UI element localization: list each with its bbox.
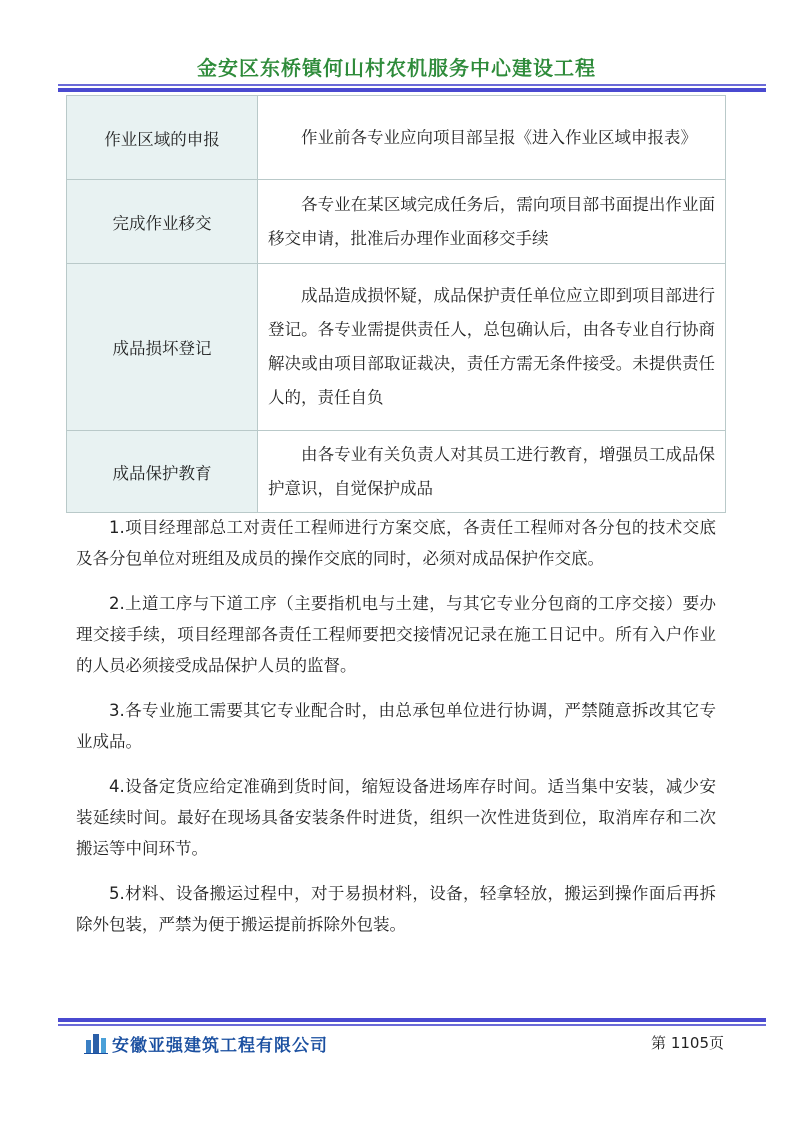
building-logo-icon: [84, 1032, 108, 1054]
table-row-label: 完成作业移交: [67, 180, 258, 264]
paragraph: 3.各专业施工需要其它专业配合时，由总承包单位进行协调，严禁随意拆改其它专业成品。: [76, 701, 716, 751]
page-header-title: 金安区东桥镇何山村农机服务中心建设工程: [197, 56, 596, 80]
paragraph: 5.材料、设备搬运过程中，对于易损材料，设备，轻拿轻放，搬运到操作面后再拆除外包装，严禁为便于搬运提前拆除外包装。: [76, 884, 716, 934]
paragraph: 1.项目经理部总工对责任工程师进行方案交底，各责任工程师对各分包的技术交底及各分包单位对班组及成员的操作交底的同时，必须对成品保护作交底。: [76, 518, 716, 568]
body-paragraphs: [76, 512, 716, 954]
table-row-content: 由各专业有关负责人对其员工进行教育，增强员工成品保护意识，自觉保护成品: [268, 444, 715, 498]
paragraph: 4.设备定货应给定准确到货时间，缩短设备进场库存时间。适当集中安装，减少安装延续时间。最好在现场具备安装条件时进货，组织一次性进货到位，取消库存和二次搬运等中间环节。: [76, 777, 716, 858]
header-divider: [58, 84, 766, 92]
page-footer: [84, 1030, 724, 1058]
table-row-content: 成品造成损怀疑，成品保护责任单位应立即到项目部进行登记。各专业需提供责任人，总包确认后，由各专业自行协商解决或由项目部取证裁决，责任方需无条件接受。未提供责任人的，责任自负: [268, 286, 715, 407]
company-name: 安徽亚强建筑工程有限公司: [112, 1036, 328, 1056]
table-row: [67, 96, 726, 180]
page-number: 第 1105页: [651, 1034, 724, 1052]
table-row-label: 作业区域的申报: [67, 96, 258, 180]
table-row: [67, 180, 726, 264]
paragraph: 2.上道工序与下道工序（主要指机电与土建，与其它专业分包商的工序交接）要办理交接手续，项目经理部各责任工程师要把交接情况记录在施工日记中。所有入户作业的人员必须接受成品保护人员的监督。: [76, 594, 716, 675]
table-row-content: 作业前各专业应向项目部呈报《进入作业区域申报表》: [301, 127, 697, 147]
table-row-content: 各专业在某区域完成任务后，需向项目部书面提出作业面移交申请，批准后办理作业面移交手续: [268, 194, 715, 248]
table-row: [67, 264, 726, 431]
table-row-label: 成品保护教育: [67, 431, 258, 513]
table-row: [67, 431, 726, 513]
table-row-label: 成品损坏登记: [67, 264, 258, 431]
footer-divider: [58, 1018, 766, 1026]
protection-table: [66, 95, 726, 513]
